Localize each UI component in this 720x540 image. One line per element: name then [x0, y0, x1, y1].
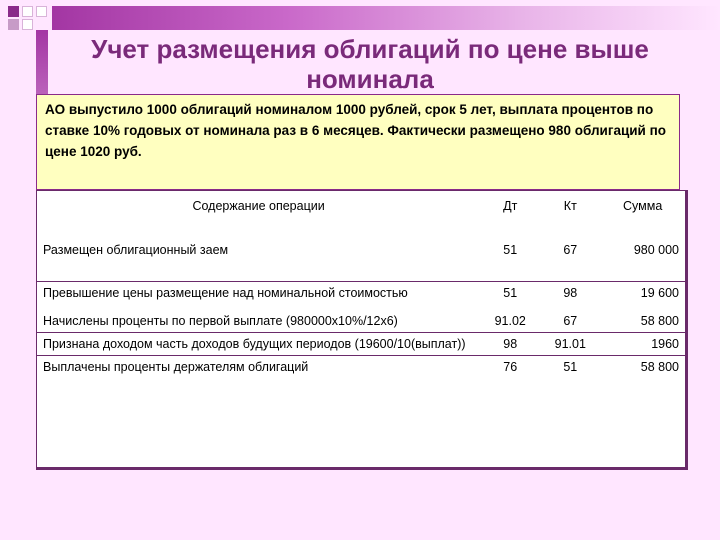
top-gradient-bar	[52, 6, 720, 30]
row-debit: 91.02	[494, 314, 526, 328]
decor-square-white	[22, 6, 33, 17]
row-description: Превышение цены размещение над номинальной стоимостью	[37, 282, 481, 307]
row-description: Выплачены проценты держателям облигаций	[37, 356, 481, 379]
row-credit: 51	[540, 356, 600, 379]
row-debit: 76	[480, 356, 540, 379]
header-credit: Кт	[563, 199, 577, 213]
task-description: АО выпустило 1000 облигаций номиналом 1000 рублей, срок 5 лет, выплата процентов по ставке 10% годовых от номинала раз в 6 месяцев. Фактически размещено 980 облигаций по цене 1020 руб.	[36, 94, 680, 190]
row-debit: 98	[480, 333, 540, 356]
row-credit: 67	[563, 314, 578, 328]
header-debit: Дт	[503, 199, 518, 213]
header-amount: Сумма	[623, 199, 663, 213]
row-credit: 67	[563, 243, 578, 257]
decor-square-white	[36, 6, 47, 17]
row-description: Начислены проценты по первой выплате (980000х10%/12х6)	[43, 314, 398, 328]
decor-square-white	[22, 19, 33, 30]
row-credit: 98	[540, 282, 600, 307]
row-description: Размещен облигационный заем	[43, 243, 229, 257]
row-debit: 51	[480, 282, 540, 307]
table-header-row	[37, 191, 687, 240]
row-amount: 58 800	[600, 356, 686, 379]
row-amount: 980 000	[633, 243, 679, 257]
table-row	[37, 306, 687, 333]
table-row	[37, 356, 687, 379]
table-row	[37, 239, 687, 282]
decor-square-dark	[8, 6, 19, 17]
header-description: Содержание операции	[192, 199, 325, 213]
row-amount: 1960	[600, 333, 686, 356]
row-description: Признана доходом часть доходов будущих периодов (19600/10(выплат))	[37, 333, 481, 356]
operations-table	[36, 190, 688, 470]
row-debit: 51	[503, 243, 518, 257]
row-amount: 58 800	[640, 314, 679, 328]
row-amount: 19 600	[600, 282, 686, 307]
table-row	[37, 333, 687, 356]
slide-title: Учет размещения облигаций по цене выше номинала	[91, 34, 649, 94]
decor-square-light	[8, 19, 19, 30]
row-credit: 91.01	[540, 333, 600, 356]
table-row	[37, 282, 687, 307]
